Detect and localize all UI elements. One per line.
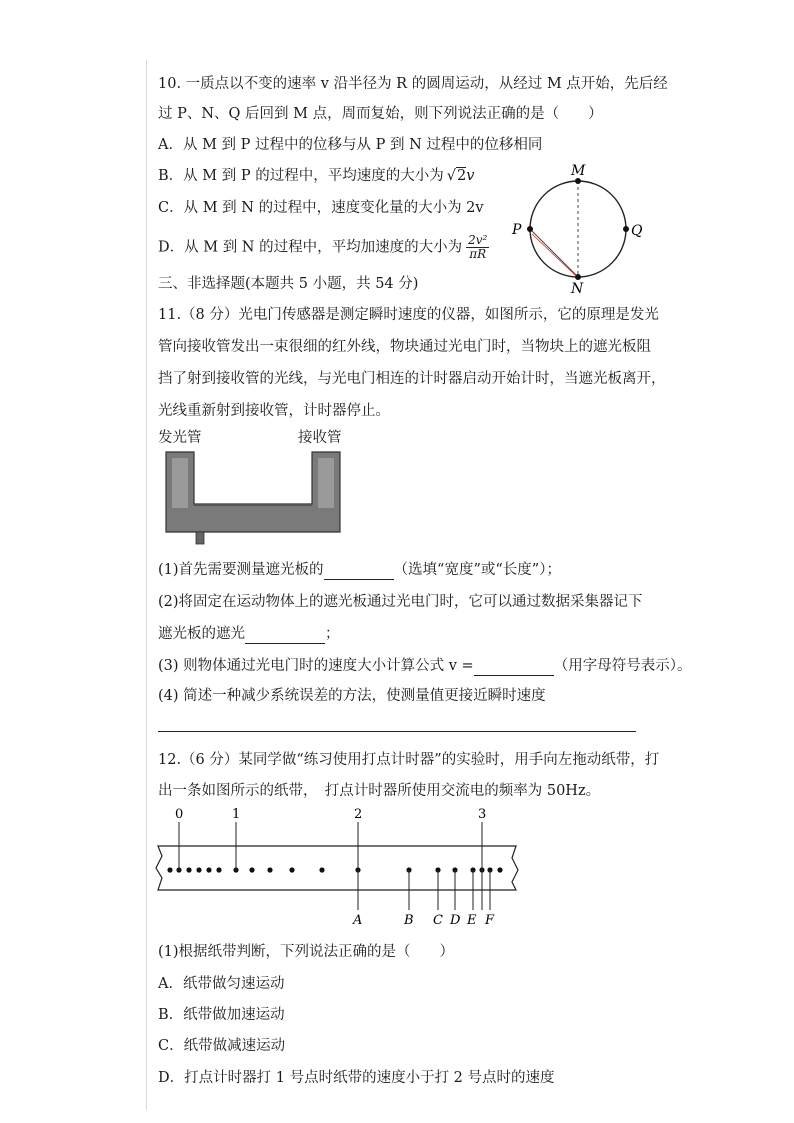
q11-line4: 光线重新射到接收管，计时器停止。 — [158, 403, 390, 419]
bottom-label-f: F — [485, 913, 495, 928]
label-receiver: 接收管 — [298, 430, 342, 446]
label-m: M — [571, 163, 586, 179]
q11-line1: 11.（8 分）光电门传感器是测定瞬时速度的仪器，如图所示，它的原理是发光 — [158, 307, 659, 323]
q11-line2: 管向接收管发出一束很细的红外线，物块通过光电门时，当物块上的遮光板阻 — [158, 339, 651, 355]
tape-dot — [186, 867, 191, 872]
receiver-arm — [318, 458, 334, 508]
q11-sub2-text: 遮光板的遮光 — [158, 626, 245, 642]
label-q: Q — [631, 223, 643, 239]
tape-dot — [249, 867, 254, 872]
bottom-label-e: E — [467, 913, 477, 928]
q11-sub3 — [158, 656, 691, 676]
q10-option-d-text: D．从 M 到 N 的过程中，平均加速度的大小为 — [158, 239, 463, 256]
q11-sub1-text: (1)首先需要测量遮光板的 — [158, 562, 324, 578]
section-3-heading: 三、非选择题(本题共 5 小题，共 54 分) — [158, 276, 419, 292]
q12-option-b: B．纸带做加速运动 — [158, 1007, 285, 1023]
q10-option-b-text: B．从 M 到 P 的过程中，平均速度的大小为 — [158, 168, 444, 184]
top-label-3: 3 — [478, 807, 487, 822]
q11-line3: 挡了射到接收管的光线，与光电门相连的计时器启动开始计时，当遮光板离开， — [158, 371, 666, 387]
circular-motion-diagram — [505, 158, 655, 298]
q10-stem-line2: 过 P、N、Q 后回到 M 点，周而复始，则下列说法正确的是（ ） — [158, 106, 603, 122]
bottom-label-b: B — [404, 913, 414, 928]
paper-tape-diagram — [152, 806, 522, 930]
q11-sub1-blank[interactable] — [324, 579, 394, 580]
bottom-label-d: D — [450, 913, 461, 928]
page-margin-rule — [146, 60, 147, 1110]
connector-plug — [196, 532, 204, 544]
q10-option-d-fraction — [466, 234, 489, 261]
photogate-body — [166, 452, 340, 532]
tape-dot — [319, 867, 324, 872]
q11-sub2-blank[interactable] — [245, 643, 325, 644]
q11-sub2-end: ； — [325, 626, 340, 642]
q12-option-c: C．纸带做减速运动 — [158, 1038, 286, 1054]
tape-dot — [497, 867, 502, 872]
q12-option-d: D．打点计时器打 1 号点时纸带的速度小于打 2 号点时的速度 — [158, 1070, 555, 1086]
q11-sub2-line1: (2)将固定在运动物体上的遮光板通过光电门时，它可以通过数据采集器记下 — [158, 594, 643, 610]
label-n: N — [571, 281, 584, 297]
q10-option-c: C．从 M 到 N 的过程中，速度变化量的大小为 2v — [158, 200, 484, 216]
bottom-label-c: C — [433, 913, 443, 928]
q11-sub1-hint: （选填“宽度”或“长度”）； — [393, 562, 561, 578]
tape-dot — [289, 867, 294, 872]
q12-sub1: (1)根据纸带判断，下列说法正确的是（ ） — [158, 944, 455, 960]
q12-option-a: A．纸带做匀速运动 — [158, 976, 285, 992]
q10-option-b: B．从 M 到 P 的过程中，平均速度的大小为 √2v — [158, 168, 475, 184]
top-label-1: 1 — [232, 807, 241, 822]
top-label-2: 2 — [354, 807, 363, 822]
base-slot — [194, 504, 312, 506]
tape-dot — [267, 867, 272, 872]
q10-option-b-sqrt: 2 — [456, 168, 467, 184]
q10-stem-line1: 10. 一质点以不变的速率 v 沿半径为 R 的圆周运动，从经过 M 点开始，先后经 — [158, 76, 668, 92]
tape-dot — [196, 867, 201, 872]
point-n — [575, 274, 581, 280]
label-p: P — [512, 222, 522, 238]
q11-sub4: (4) 简述一种减少系统误差的方法，使测量值更接近瞬时速度 — [158, 688, 546, 704]
point-p — [527, 226, 533, 232]
q11-sub2-line2 — [158, 624, 340, 644]
q10-option-b-v: v — [466, 168, 475, 184]
bottom-label-a: A — [353, 913, 363, 928]
q11-sub4-answer-line[interactable] — [158, 731, 636, 732]
q11-sub1 — [158, 560, 561, 580]
q10-option-a: A．从 M 到 P 过程中的位移与从 P 到 N 过程中的位移相同 — [158, 137, 543, 153]
tape-dot — [206, 867, 211, 872]
q10-option-d-numerator: 2v² — [468, 233, 488, 247]
tape-dot — [216, 867, 221, 872]
red-mark — [532, 234, 575, 275]
q11-sub3-hint: （用字母符号表示）。 — [553, 658, 692, 674]
q10-option-d — [158, 234, 489, 261]
top-label-0: 0 — [175, 807, 184, 822]
q11-sub3-text: (3) 则物体通过光电门时的速度大小计算公式 v = — [158, 658, 474, 674]
tape-dot — [167, 867, 172, 872]
q12-line2: 出一条如图所示的纸带， 打点计时器所使用交流电的频率为 50Hz。 — [158, 783, 601, 799]
q10-option-d-denominator: πR — [469, 247, 487, 261]
emitter-arm — [172, 458, 188, 508]
photogate-diagram — [158, 448, 348, 552]
point-q — [623, 226, 629, 232]
q11-sub3-blank[interactable] — [474, 675, 554, 676]
q12-line1: 12.（6 分）某同学做“练习使用打点计时器”的实验时，用手向左拖动纸带，打 — [158, 752, 660, 768]
label-emitter: 发光管 — [158, 430, 202, 446]
